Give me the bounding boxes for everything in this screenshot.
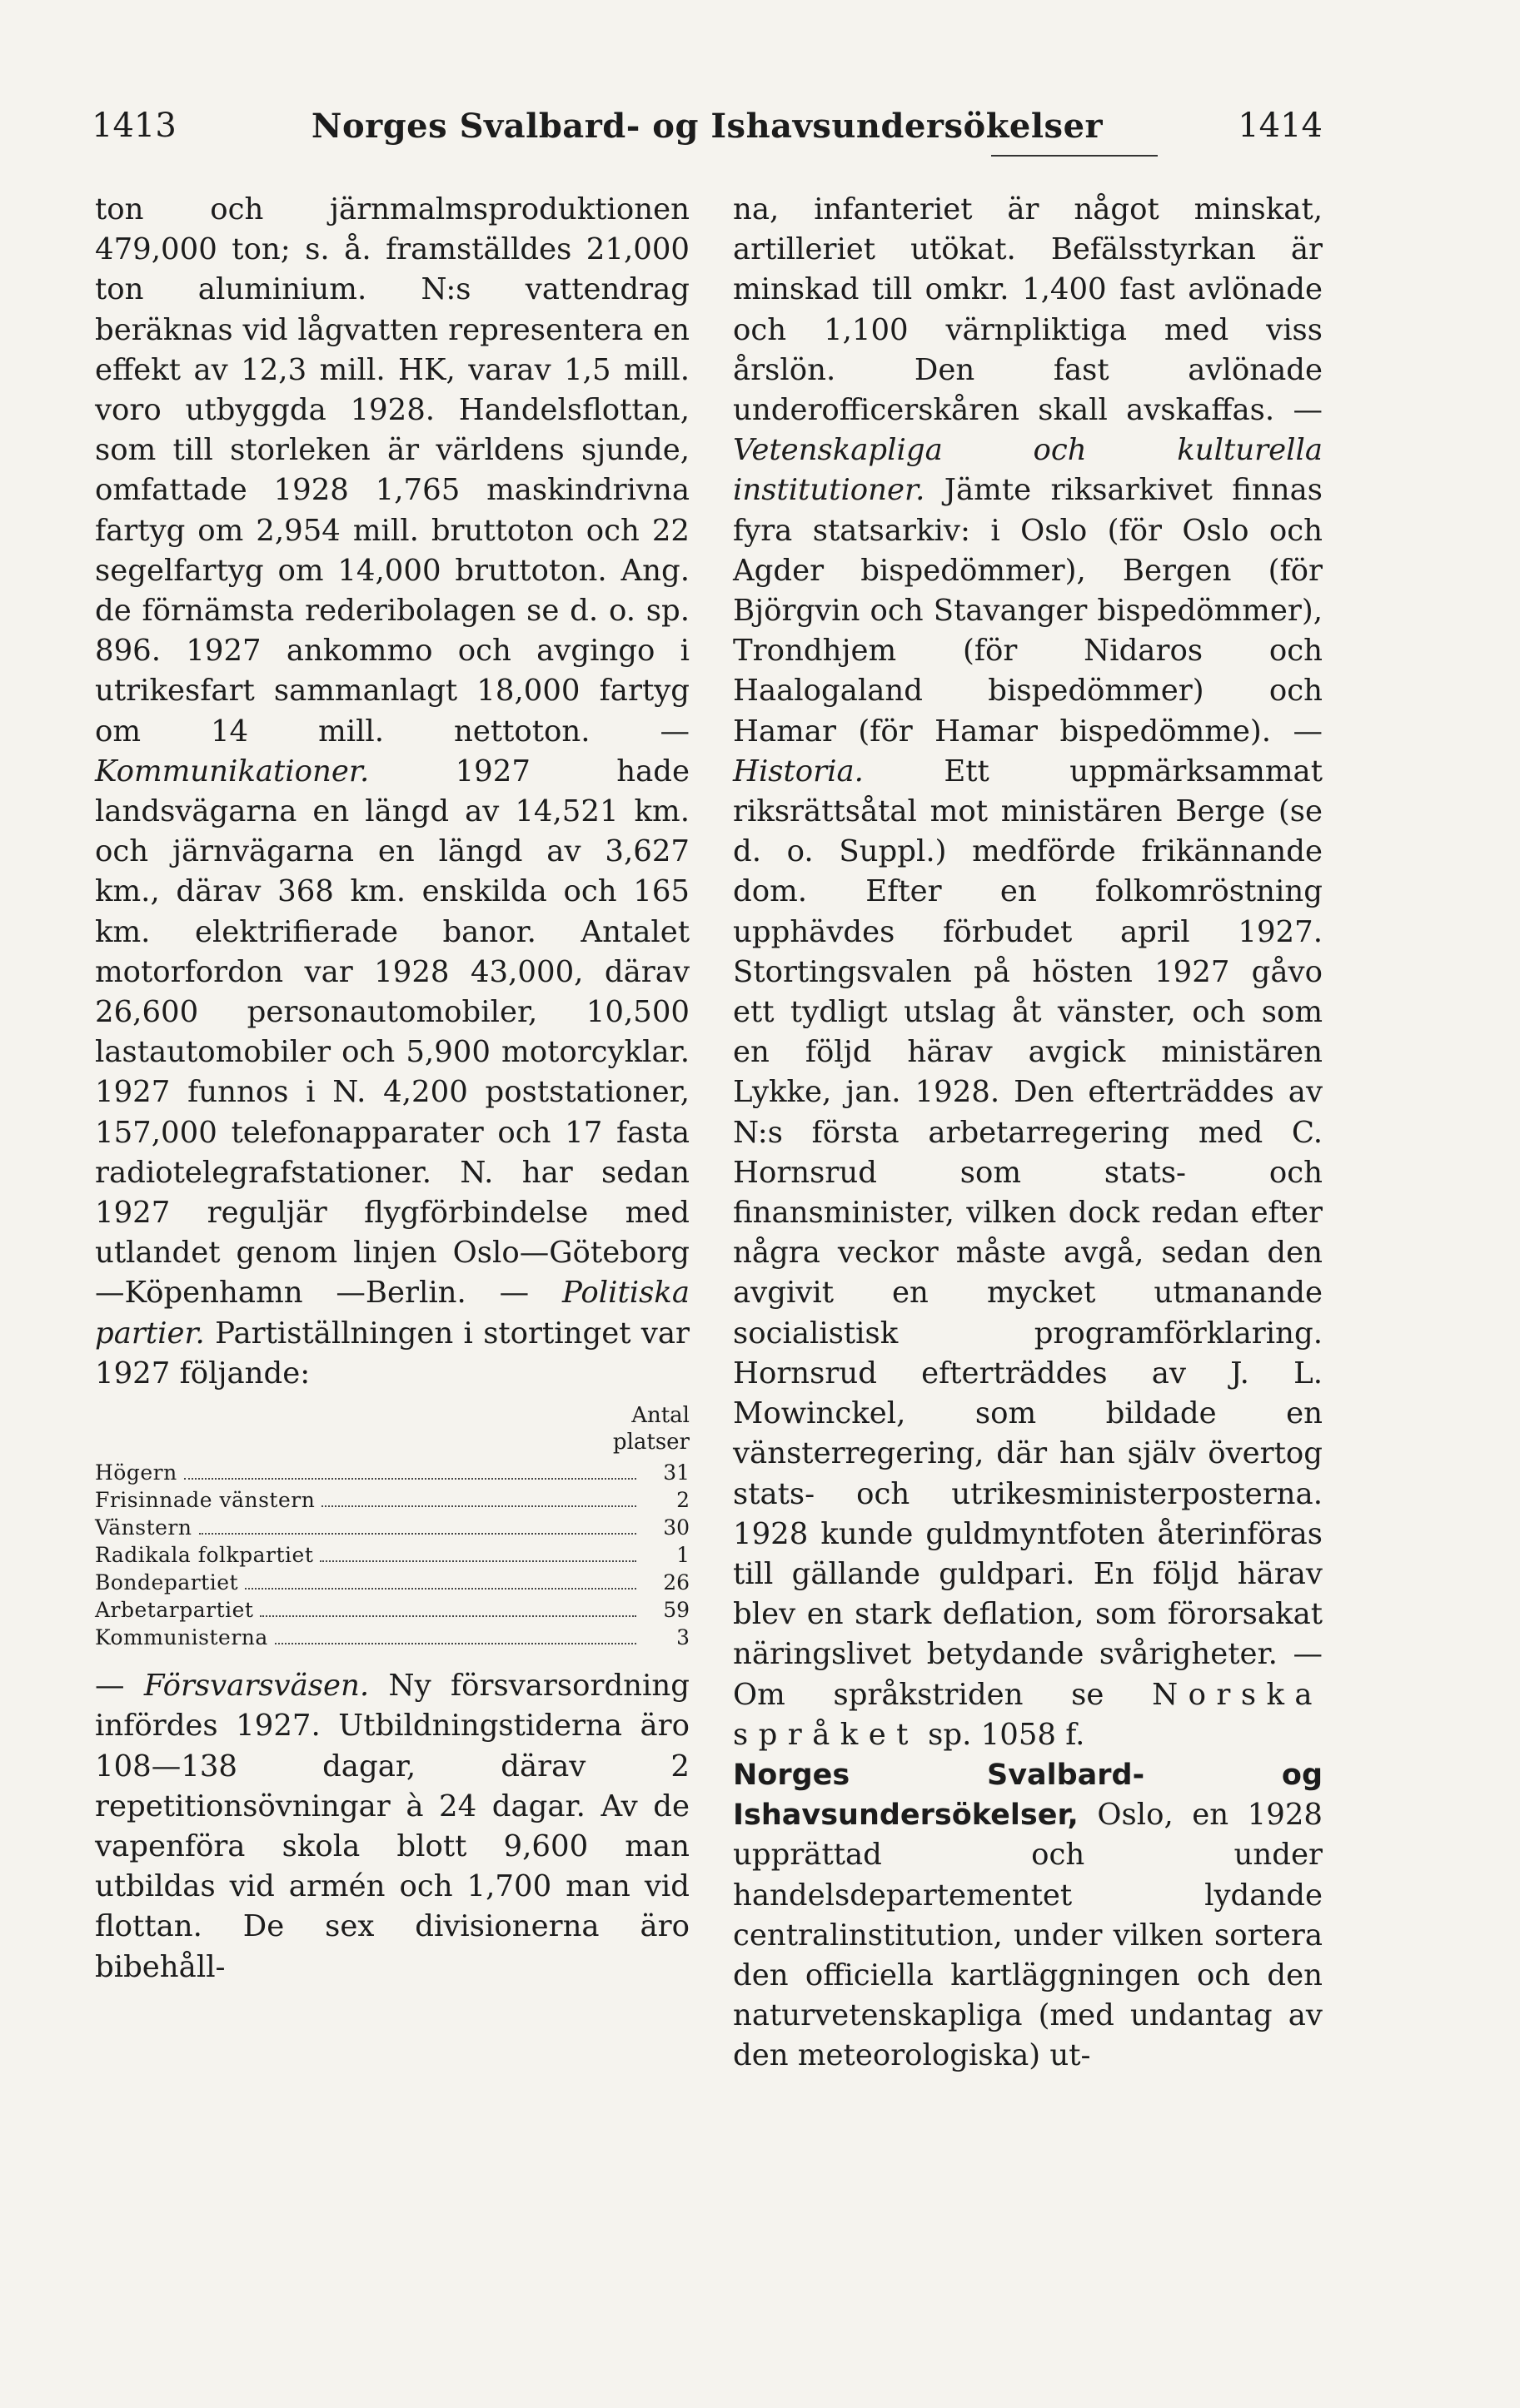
leader-dots <box>199 1533 637 1535</box>
party-name: Vänstern <box>95 1515 192 1540</box>
party-name: Bondepartiet <box>95 1570 239 1595</box>
party-seats: 59 <box>663 1598 690 1623</box>
text-forsvar-cont: na, infanteriet är något minskat, artilleriet utökat. Befälsstyrkan är minskad till omkr. 1,400 fast avlönade och 1,100 värnpliktiga med viss årslön. Den fast avlönade underofficerskåren skall avskaffas. <box>733 192 1323 428</box>
table-header-line2: platser <box>612 1430 690 1455</box>
table-row <box>95 1486 690 1514</box>
party-name: Kommunisterna <box>95 1625 268 1650</box>
leader-dots <box>184 1478 636 1480</box>
party-seats: 31 <box>663 1460 690 1485</box>
leader-dots <box>275 1643 636 1644</box>
table-row <box>95 1514 690 1541</box>
party-name: Högern <box>95 1460 177 1485</box>
table-row <box>95 1624 690 1651</box>
party-seats: 2 <box>676 1488 690 1513</box>
party-name: Radikala folkpartiet <box>95 1543 314 1568</box>
leader-dots <box>245 1588 636 1590</box>
table-row <box>95 1541 690 1569</box>
party-name: Arbetarpartiet <box>95 1598 254 1623</box>
party-seats: 1 <box>676 1543 690 1568</box>
table-header-line1: Antal <box>631 1403 690 1429</box>
leader-dots <box>260 1615 636 1617</box>
table-header <box>95 1402 690 1455</box>
text-partistallning: Partiställningen i stortinget var 1927 följande: <box>95 1316 690 1391</box>
text-historia-end: sp. 1058 f. <box>928 1717 1085 1752</box>
text-forsvar: Ny försvarsordning infördes 1927. Utbildningstiderna äro 108—138 dagar, därav 2 repetitionsövningar à 24 dagar. Av de vapenföra skola blott 9,600 man utbildas vid armén och 1,700 man vid flottan. De sex divisionerna äro bibehåll- <box>95 1669 690 1984</box>
paragraph-economy <box>95 190 690 1394</box>
dash: — <box>1293 393 1323 428</box>
party-seats: 30 <box>663 1515 690 1540</box>
leader-dots <box>321 1505 636 1507</box>
cross-reference-norska-spraket: Norska språket <box>733 1677 1323 1752</box>
left-column <box>95 190 690 1988</box>
heading-forsvarsvasen: Försvarsväsen. <box>143 1669 370 1704</box>
page-number-right: 1414 <box>1238 107 1323 145</box>
leader-dots <box>320 1560 636 1562</box>
heading-vetenskapliga: Vetenskapliga och kulturella institutioner. <box>733 433 1323 508</box>
entry-title: Norges Svalbard- og Ishavsundersökelser, <box>733 1758 1323 1833</box>
party-name: Frisinnade vänstern <box>95 1488 316 1513</box>
heading-politiska-partier: Politiska partier. <box>95 1276 690 1351</box>
paragraph-forsvar-cont <box>733 190 1323 1755</box>
table-row <box>95 1569 690 1596</box>
paragraph-forsvar <box>95 1666 690 1988</box>
heading-historia: Historia. <box>733 754 864 789</box>
text-economy: ton och järnmalmsproduktionen 479,000 ton; s. å. framställdes 21,000 ton aluminium. N:s vattendrag beräknas vid lågvatten representera en effekt av 12,3 mill. HK, varav 1,5 mill. voro utbyggda 1928. Handelsflottan, som till storleken är världens sjunde, omfattade 1928 1,765 maskindrivna fartyg om 2,954 mill. bruttoton och 22 segelfartyg om 14,000 bruttoton. Ang. de förnämsta rederibolagen se d. o. sp. 896. 1927 ankommo och avgingo i utrikesfart sammanlagt 18,000 fartyg om 14 mill. nettoton. — <box>95 192 690 749</box>
text-historia: Ett uppmärksammat riksrättsåtal mot ministären Berge (se d. o. Suppl.) medförde frikännande dom. Efter en folkomröstning upphävdes förbudet april 1927. Stortingsvalen på hösten 1927 gåvo ett tydligt utslag åt vänster, och som en följd härav avgick ministären Lykke, jan. 1928. Den efterträddes av N:s första arbetarregering med C. Hornsrud som stats- och finansminister, vilken dock redan efter några veckor måste avgå, sedan den avgivit en mycket utmanande socialistisk programförklaring. Hornsrud efterträddes av J. L. Mowinckel, som bildade en vänsterregering, där han själv övertog stats- och utrikesministerposterna. 1928 kunde guldmyntfoten återinföras till gällande guldpari. En följd härav blev en stark deflation, som förorsakat näringslivet betydande svårigheter. — Om språkstriden se <box>733 754 1323 1712</box>
table-row <box>95 1459 690 1486</box>
party-seats-table <box>95 1402 690 1651</box>
party-seats: 26 <box>663 1570 690 1595</box>
header-rule <box>991 155 1158 157</box>
running-title: Norges Svalbard- og Ishavsundersökelser <box>311 107 1104 146</box>
heading-kommunikationer: Kommunikationer. <box>95 754 370 789</box>
dash: — <box>95 1669 125 1704</box>
table-row <box>95 1596 690 1624</box>
text-institutioner: Jämte riksarkivet finnas fyra statsarkiv: i Oslo (för Oslo och Agder bispedömmer), Bergen (för Björgvin och Stavanger bispedömmer), Trondhjem (för Nidaros och Haalogaland bispedömmer) och Hamar (för Hamar bispedömme). — <box>733 473 1323 749</box>
party-seats: 3 <box>676 1625 690 1650</box>
right-column <box>733 190 1323 2077</box>
entry-svalbard <box>733 1755 1323 2077</box>
page-number-left: 1413 <box>92 107 177 145</box>
entry-text: Oslo, en 1928 upprättad och under handelsdepartementet lydande centralinstitution, under vilken sortera den officiella kartläggningen och den naturvetenskapliga (med undantag av den meteorologiska) ut- <box>733 1798 1323 2073</box>
text-kommunikationer: 1927 hade landsvägarna en längd av 14,521 km. och järnvägarna en längd av 3,627 km., därav 368 km. enskilda och 165 km. elektrifierade banor. Antalet motorfordon var 1928 43,000, därav 26,600 personautomobiler, 10,500 lastautomobiler och 5,900 motorcyklar. 1927 funnos i N. 4,200 poststationer, 157,000 telefonapparater och 17 fasta radiotelegrafstationer. N. har sedan 1927 reguljär flygförbindelse med utlandet genom linjen Oslo—Göteborg—Köpenhamn —Berlin. — <box>95 754 690 1311</box>
